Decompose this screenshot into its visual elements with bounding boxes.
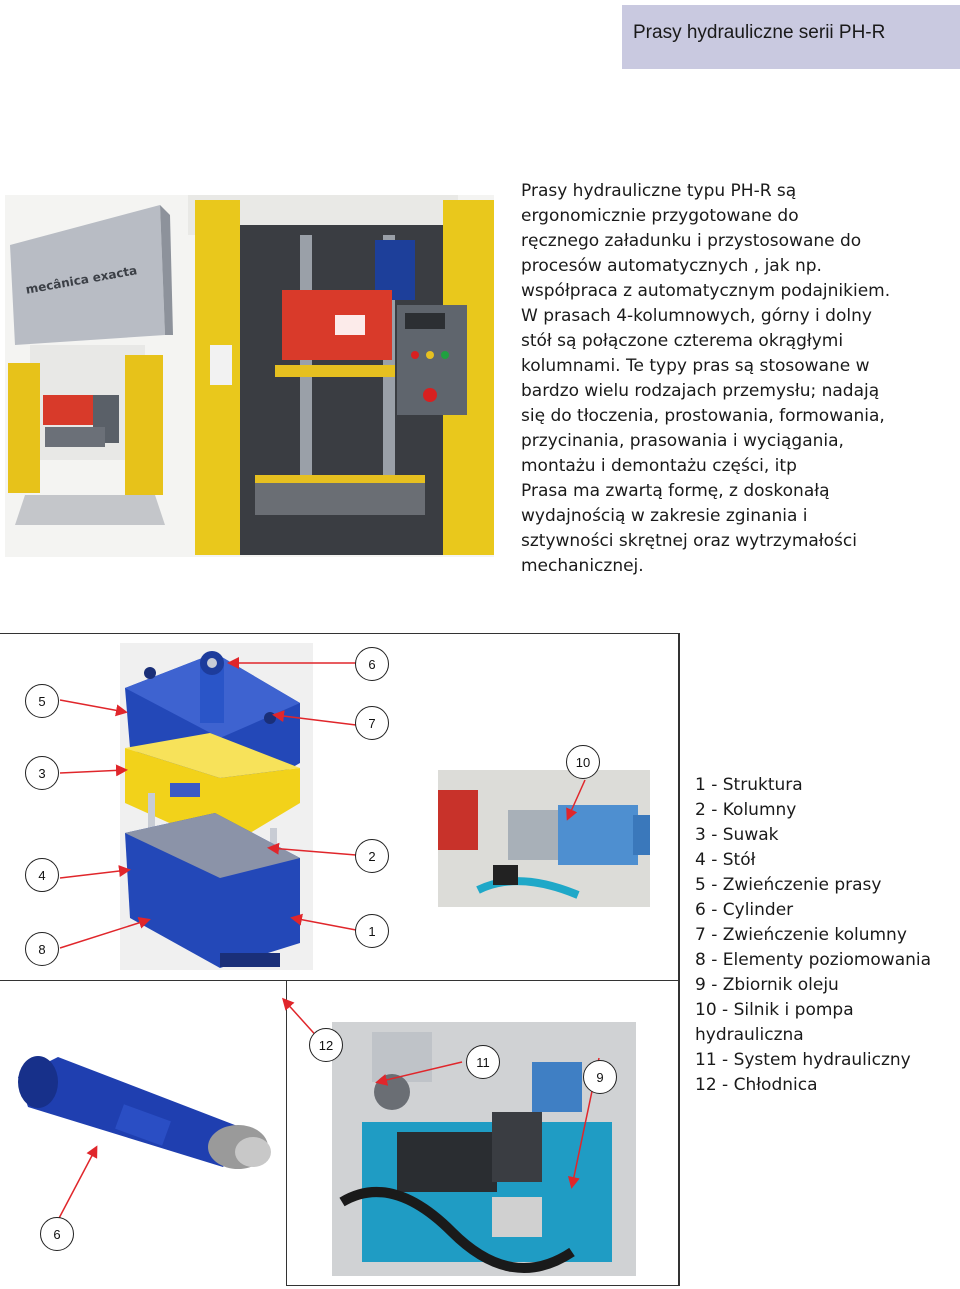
motor-pump-photo [438, 770, 650, 907]
legend-item: 10 - Silnik i pompa hydrauliczna [695, 1000, 854, 1045]
legend-item: 3 - Suwak [695, 825, 779, 845]
intro-line: bardzo wielu rodzajach przemysłu; nadają [521, 381, 880, 401]
callout-6-cylinder-detail: 6 [40, 1217, 74, 1251]
intro-line: kolumnami. Te typy pras są stosowane w [521, 356, 870, 376]
legend-item: 12 - Chłodnica [695, 1075, 818, 1095]
callout-12-cooler: 12 [309, 1028, 343, 1062]
callout-11-hydraulic-system: 11 [466, 1045, 500, 1079]
intro-line: ergonomicznie przygotowane do [521, 206, 799, 226]
legend-item: 8 - Elementy poziomowania [695, 950, 932, 970]
legend-item: 11 - System hydrauliczny [695, 1050, 911, 1070]
cylinder-render [8, 1052, 283, 1172]
component-legend [695, 773, 955, 1098]
intro-line: mechanicznej. [521, 556, 644, 576]
intro-line: Prasy hydrauliczne typu PH-R są [521, 181, 797, 201]
callout-7-column-cap: 7 [355, 706, 389, 740]
intro-line: sztywności skrętnej oraz wytrzymałości [521, 531, 857, 551]
legend-item: 6 - Cylinder [695, 900, 794, 920]
callout-9-oil-tank: 9 [583, 1060, 617, 1094]
callout-6-cylinder: 6 [355, 647, 389, 681]
callout-8-leveling: 8 [25, 932, 59, 966]
intro-paragraph [521, 179, 951, 579]
press-brand-label: mecânica exacta [24, 263, 139, 297]
callout-4-table: 4 [25, 858, 59, 892]
callout-1-structure: 1 [355, 914, 389, 948]
intro-line: współpraca z automatycznym podajnikiem. [521, 281, 891, 301]
press-model-render [120, 643, 313, 970]
callout-3-slide: 3 [25, 756, 59, 790]
page-title: Prasy hydrauliczne serii PH-R [633, 22, 886, 43]
callout-10-motor-pump: 10 [566, 745, 600, 779]
callout-5-crown: 5 [25, 684, 59, 718]
intro-line: ręcznego załadunku i przystosowane do [521, 231, 862, 251]
intro-line: się do tłoczenia, prostowania, formowania, [521, 406, 885, 426]
legend-item: 1 - Struktura [695, 775, 803, 795]
legend-item: 5 - Zwieńczenie prasy [695, 875, 882, 895]
press-photo [5, 195, 494, 557]
intro-line: przycinania, prasowania i wyciągania, [521, 431, 844, 451]
legend-item: 4 - Stół [695, 850, 756, 870]
legend-item: 2 - Kolumny [695, 800, 797, 820]
legend-item: 9 - Zbiornik oleju [695, 975, 839, 995]
intro-line: montażu i demontażu części, itp [521, 456, 797, 476]
intro-line: stół są połączone czterema okrągłymi [521, 331, 844, 351]
intro-line: wydajnością w zakresie zginania i [521, 506, 808, 526]
intro-line: Prasa ma zwartą formę, z doskonałą [521, 481, 830, 501]
callout-2-columns: 2 [355, 839, 389, 873]
intro-line: procesów automatycznych , jak np. [521, 256, 822, 276]
intro-line: W prasach 4-kolumnowych, górny i dolny [521, 306, 872, 326]
legend-item: 7 - Zwieńczenie kolumny [695, 925, 907, 945]
